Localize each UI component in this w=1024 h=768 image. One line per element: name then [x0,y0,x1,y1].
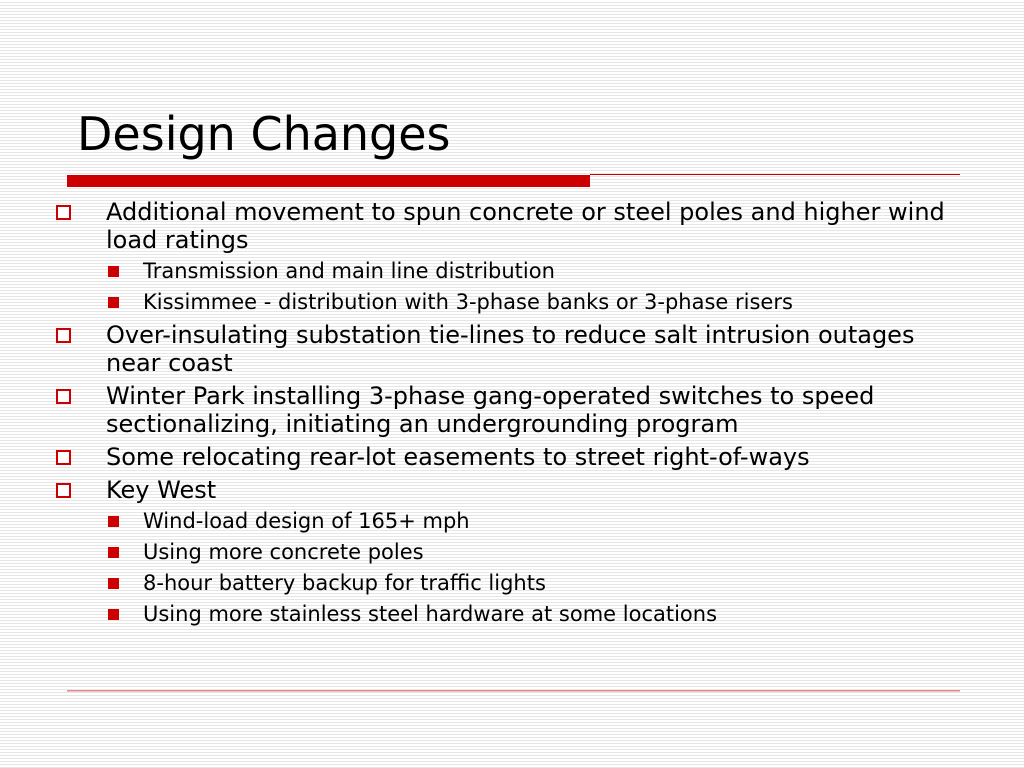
bullet-text: Additional movement to spun concrete or steel poles and higher wind load ratings [106,198,945,254]
sub-bullet-text: Wind-load design of 165+ mph [143,509,470,533]
filled-square-bullet-icon [108,578,119,589]
sub-bullet-text: Using more stainless steel hardware at some locations [143,602,718,626]
sub-bullet-text: 8-hour battery backup for traffic lights [143,571,546,595]
bullet-text: Key West [106,476,217,504]
bullet-list [54,198,964,628]
bullet-item [54,443,964,471]
sub-bullet-item [106,289,964,316]
filled-square-bullet-icon [108,609,119,620]
hollow-square-bullet-icon [56,205,71,220]
sub-bullet-item [106,258,964,285]
bullet-text: Some relocating rear-lot easements to street right-of-ways [106,443,810,471]
title-underline [67,174,960,188]
hollow-square-bullet-icon [56,450,71,465]
bullet-text: Winter Park installing 3-phase gang-operated switches to speed sectionalizing, initiating an undergrounding program [106,382,875,438]
sub-bullet-item [106,570,964,597]
bullet-text: Over-insulating substation tie-lines to reduce salt intrusion outages near coast [106,321,915,377]
bullet-item [54,382,964,438]
footer-divider [67,690,960,692]
bullet-item [54,198,964,254]
hollow-square-bullet-icon [56,328,71,343]
filled-square-bullet-icon [108,266,119,277]
title-underline-thin [590,174,960,175]
sub-bullet-item [106,601,964,628]
filled-square-bullet-icon [108,297,119,308]
filled-square-bullet-icon [108,547,119,558]
sub-bullet-item [106,539,964,566]
title-underline-thick [67,175,590,187]
slide-title: Design Changes [77,107,451,161]
sub-bullet-text: Using more concrete poles [143,540,424,564]
sub-bullet-item [106,508,964,535]
hollow-square-bullet-icon [56,389,71,404]
sub-bullet-text: Transmission and main line distribution [143,259,555,283]
bullet-item [54,321,964,377]
hollow-square-bullet-icon [56,483,71,498]
sub-bullet-text: Kissimmee - distribution with 3-phase banks or 3-phase risers [143,290,793,314]
bullet-item [54,476,964,504]
filled-square-bullet-icon [108,516,119,527]
